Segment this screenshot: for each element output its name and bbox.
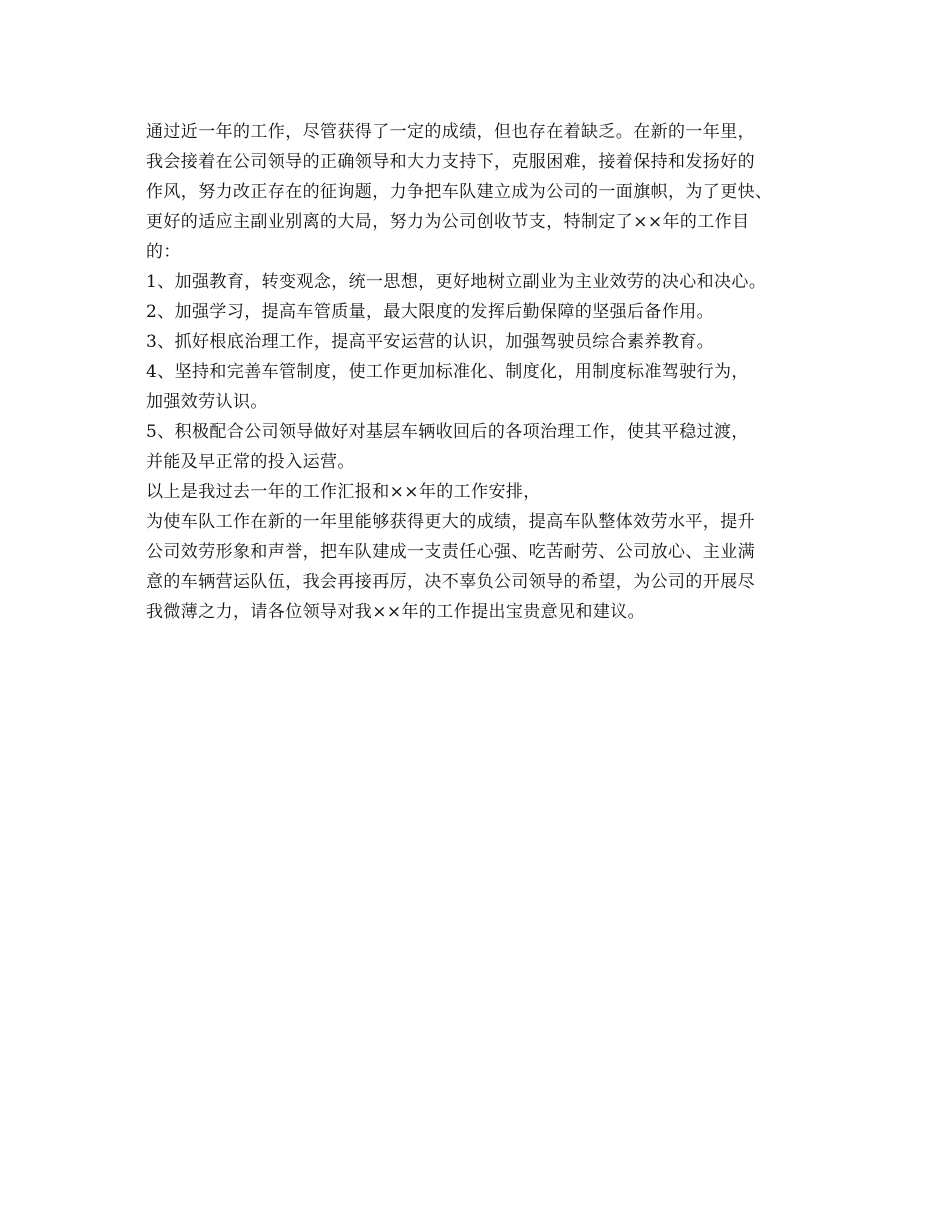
document-body — [146, 117, 826, 627]
text-line: 作风，努力改正存在的征询题，力争把车队建立成为公司的一面旗帜，为了更快、 — [146, 182, 773, 202]
text-line: 通过近一年的工作，尽管获得了一定的成绩，但也存在着缺乏。在新的一年里， — [146, 122, 755, 142]
text-line: 我会接着在公司领导的正确领导和大力支持下，克服困难，接着保持和发扬好的 — [146, 152, 755, 172]
list-item-4: 4、坚持和完善车管制度，使工作更加标准化、制度化，用制度标准驾驶行为， — [146, 362, 749, 382]
closing-line: 我微薄之力，请各位领导对我××年的工作提出宝贵意见和建议。 — [146, 602, 646, 622]
list-item-5-continued: 并能及早正常的投入运营。 — [146, 452, 355, 472]
text-line: 的： — [146, 242, 181, 262]
closing-line: 公司效劳形象和声誉，把车队建成一支责任心强、吃苦耐劳、公司放心、主业满 — [146, 542, 755, 562]
summary-line: 以上是我过去一年的工作汇报和××年的工作安排， — [146, 482, 541, 502]
closing-line: 为使车队工作在新的一年里能够获得更大的成绩，提高车队整体效劳水平，提升 — [146, 512, 755, 532]
list-item-3: 3、抓好根底治理工作，提高平安运营的认识，加强驾驶员综合素养教育。 — [146, 332, 715, 352]
closing-line: 意的车辆营运队伍，我会再接再厉，决不辜负公司领导的希望，为公司的开展尽 — [146, 572, 755, 592]
list-item-4-continued: 加强效劳认识。 — [146, 392, 268, 412]
list-item-5: 5、积极配合公司领导做好对基层车辆收回后的各项治理工作，使其平稳过渡， — [146, 422, 749, 442]
list-item-2: 2、加强学习，提高车管质量，最大限度的发挥后勤保障的坚强后备作用。 — [146, 302, 715, 322]
text-line: 更好的适应主副业别离的大局，努力为公司创收节支，特制定了××年的工作目 — [146, 212, 750, 232]
list-item-1: 1、加强教育，转变观念，统一思想，更好地树立副业为主业效劳的决心和决心。 — [146, 272, 767, 292]
